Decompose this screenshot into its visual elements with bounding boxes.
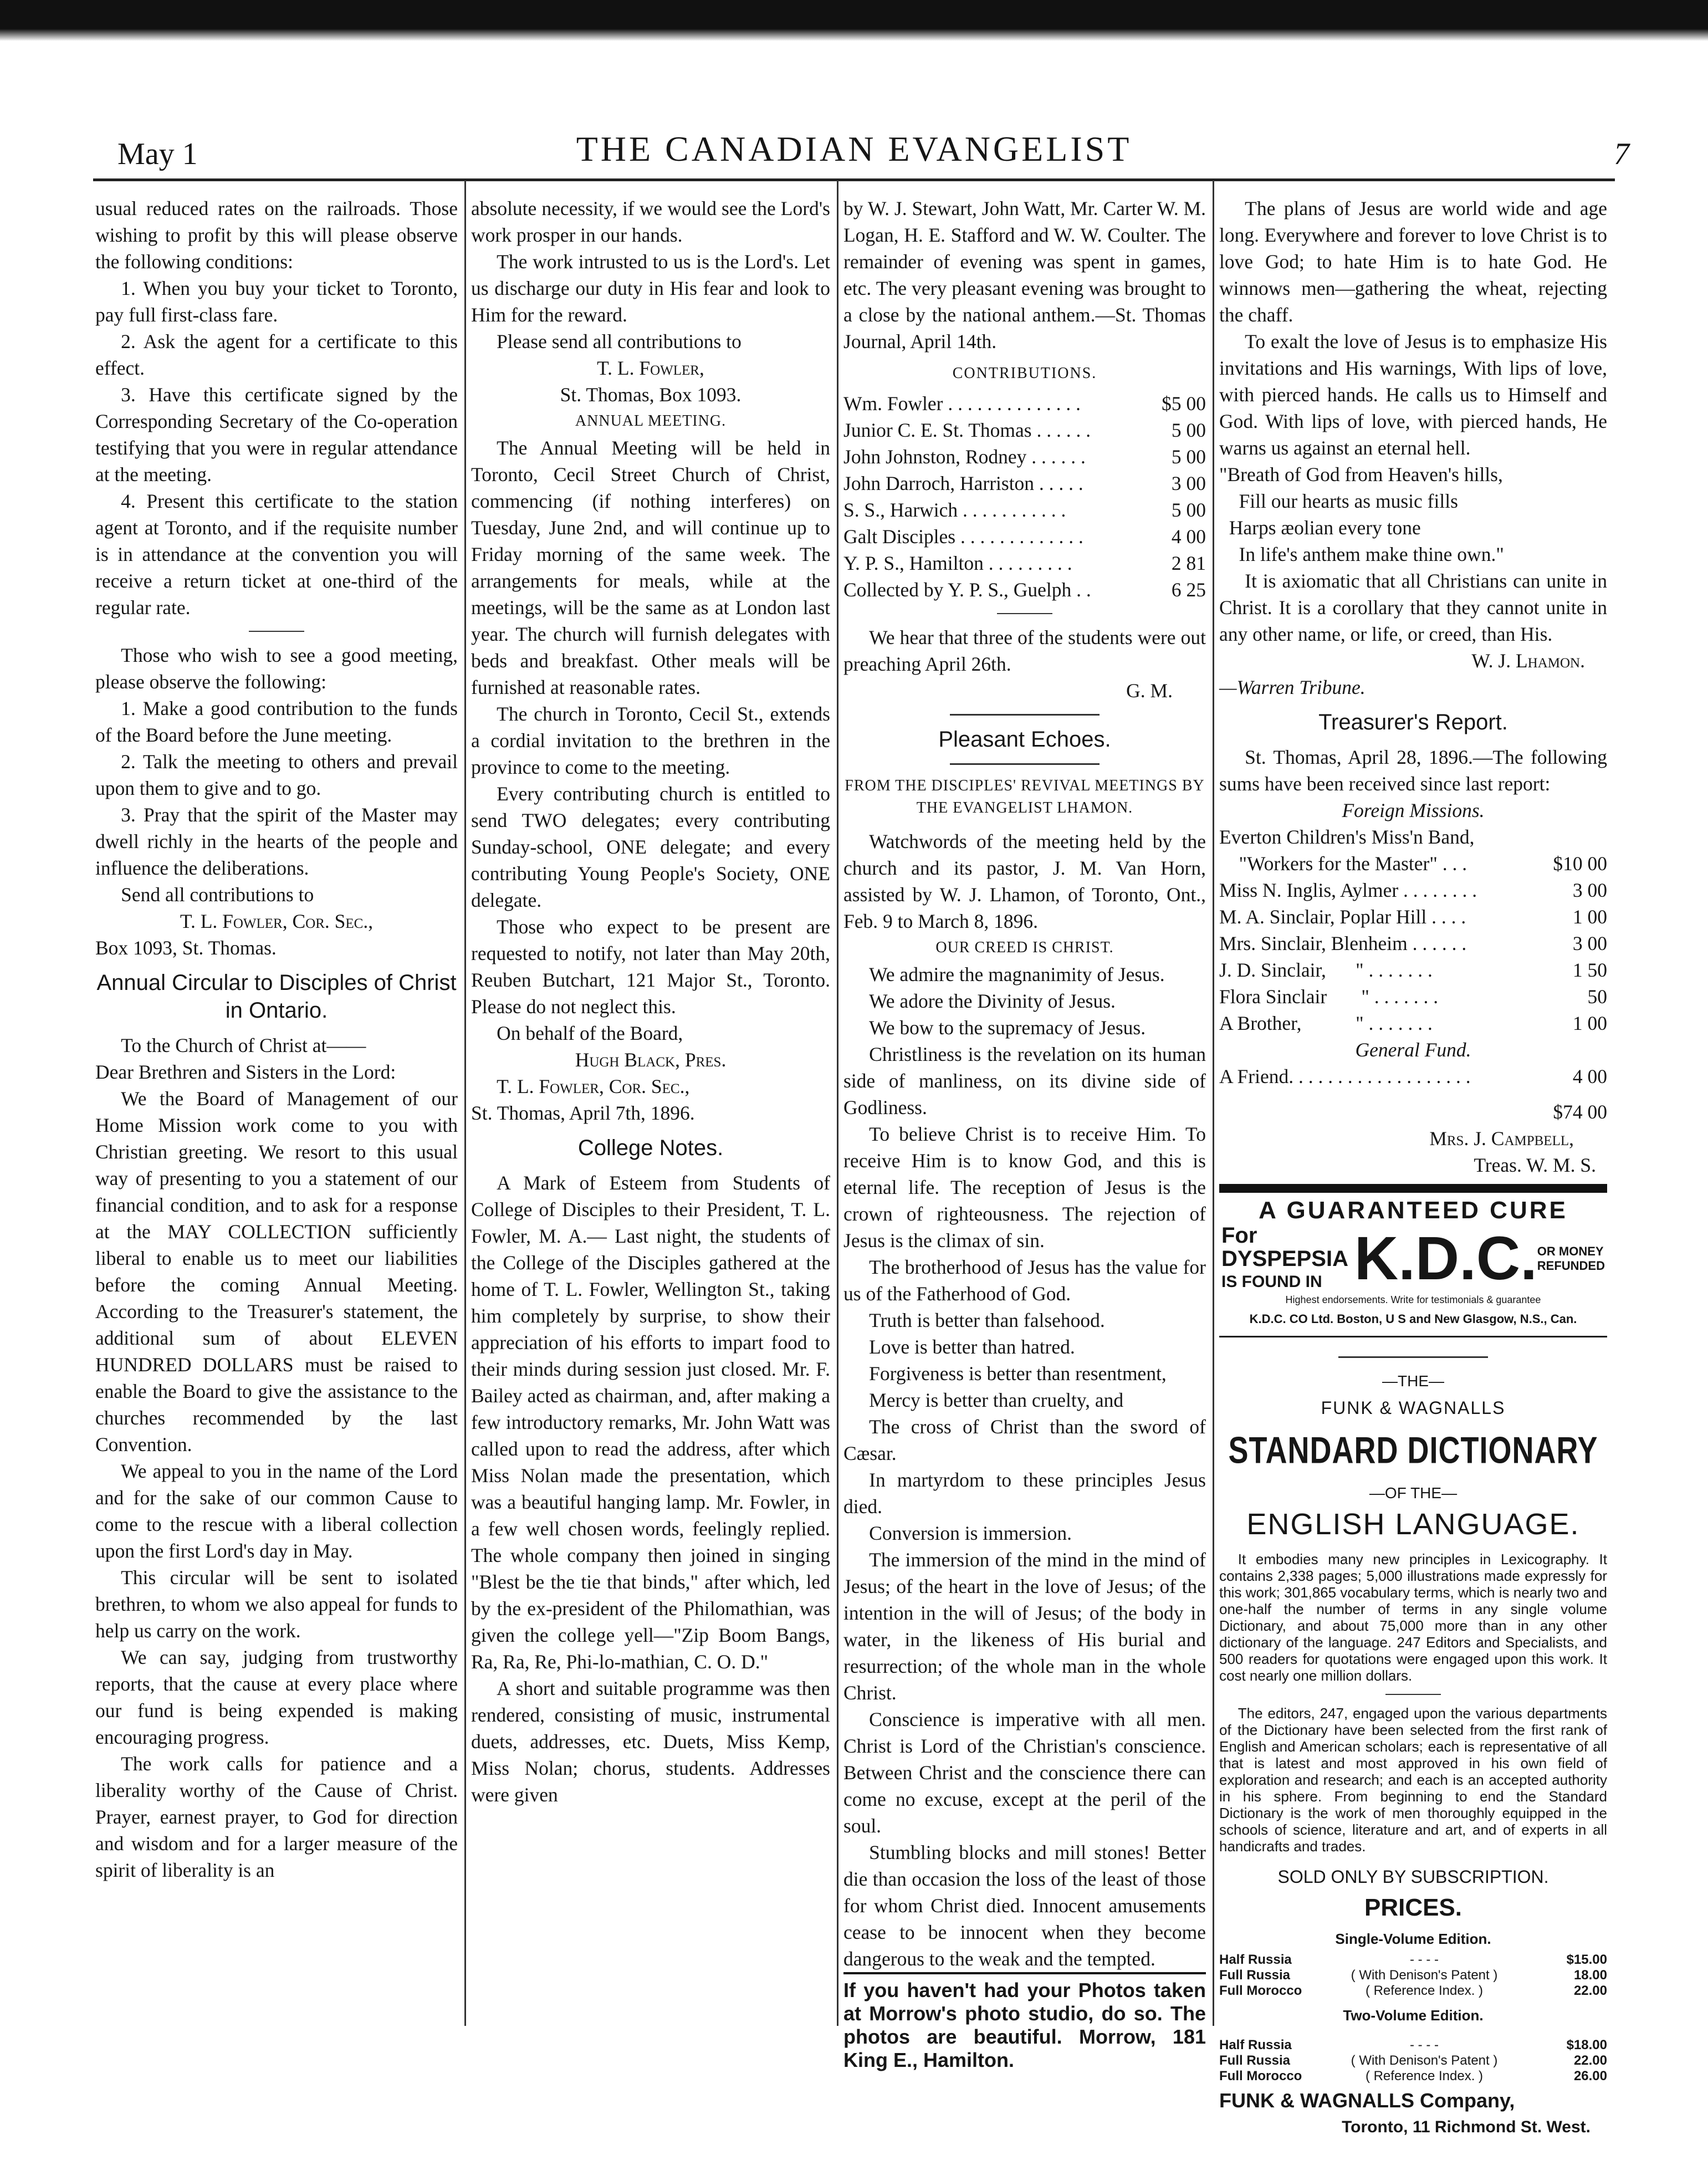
table-row: Collected by Y. P. S., Guelph . . 6 25 <box>843 579 1206 601</box>
price-row: Half Russia - - - - $18.00 <box>1219 2038 1607 2052</box>
table-row: M. A. Sinclair, Poplar Hill . . . . 1 00 <box>1219 906 1607 928</box>
paragraph: Mercy is better than cruelty, and <box>869 1389 1124 1411</box>
paragraph: Forgiveness is better than resentment, <box>869 1362 1167 1385</box>
subheading: FROM THE DISCIPLES' REVIVAL MEETINGS BY THE EVANGELIST LHAMON. <box>845 777 1205 816</box>
paragraph: Those who expect to be present are requested to notify, not later than May 20th, Reuben Butchart, 121 Major St., Toronto. Please do not neglect this. <box>471 916 830 1018</box>
poem <box>1219 461 1607 568</box>
masthead-title: THE CANADIAN EVANGELIST <box>576 129 1132 168</box>
paragraph: Stumbling blocks and mill stones! Better die than occasion the loss of the least of those for whom Christ died. Innocent amusements cease to be innocent when they become dangerous to the weak and the tempted. <box>843 1841 1206 1970</box>
paragraph: To believe Christ is to receive Him. To receive Him is to know God, and this is eternal life. The reception of Jesus is the crown of righteousness. The rejection of Jesus is the climax of sin. <box>843 1123 1206 1252</box>
paragraph: In martyrdom to these principles Jesus died. <box>843 1469 1206 1518</box>
paragraph: The plans of Jesus are world wide and age long. Everywhere and forever to love Christ is to love God; to hate Him is to hate God. He winnows men—gathering the wheat, rejecting the chaff. <box>1219 197 1607 326</box>
table-row: John Darroch, Harriston . . . . . 3 00 <box>843 472 1206 494</box>
paragraph: St. Thomas, April 28, 1896.—The following sums have been received since last report: <box>1219 746 1607 795</box>
paragraph: The immersion of the mind in the mind of Jesus; of the heart in the love of Jesus; of the intention in the will of Jesus; of the body in water, in the likeness of His burial and resurrection; of the whole man in the whole Christ. <box>843 1549 1206 1704</box>
kdc-logo: K.D.C. <box>1354 1224 1537 1293</box>
signature: Hugh Black, Pres. <box>575 1049 727 1071</box>
ad-text: K.D.C. CO Ltd. Boston, U S and New Glasgow, N.S., Can. <box>1249 1312 1577 1326</box>
poem-line: "Breath of God from Heaven's hills, <box>1219 463 1503 486</box>
paragraph: Please send all contributions to <box>497 330 742 353</box>
column-3 <box>843 195 1206 2071</box>
poem-line: Harps æolian every tone <box>1229 517 1421 539</box>
page-number: 7 <box>1614 137 1629 171</box>
photo-studio-ad: If you haven't had your Photos taken at Morrow's photo studio, do so. The photos are beautiful. Morrow, 181 King E., Hamilton. <box>843 1972 1206 2072</box>
list-item: 4. Present this certificate to the station agent at Toronto, and if the requisite number is in attendance at the convention you will receive a return ticket at one-third of the regular rate. <box>95 490 458 619</box>
table-row: Flora Sinclair " . . . . . . . 50 <box>1219 986 1607 1008</box>
ad-text: Highest endorsements. Write for testimonials & guarantee <box>1285 1294 1541 1305</box>
price-row: Full Russia ( With Denison's Patent ) 22.00 <box>1219 2053 1607 2068</box>
contributions-table <box>843 390 1206 603</box>
price-row: Full Morocco ( Reference Index. ) 22.00 <box>1219 1983 1607 1998</box>
table-row: J. D. Sinclair, " . . . . . . . 1 50 <box>1219 959 1607 981</box>
signature: Treas. W. M. S. <box>1474 1154 1596 1176</box>
table-row: A Friend. . . . . . . . . . . . . . . . . . . 4 00 <box>1219 1065 1607 1087</box>
ad-text: REFUNDED <box>1537 1259 1605 1273</box>
ad-publisher: FUNK & WAGNALLS <box>1321 1398 1506 1418</box>
signature: Mrs. J. Campbell, <box>1429 1127 1574 1150</box>
ad-address: Toronto, 11 Richmond St. West. <box>1342 2118 1591 2136</box>
paragraph: Truth is better than falsehood. <box>869 1309 1105 1331</box>
table-row: Wm. Fowler . . . . . . . . . . . . . . $5 00 <box>843 392 1206 415</box>
paragraph: We can say, judging from trustworthy reports, that the cause at every place where our fund is being expended is making encouraging progress. <box>95 1646 458 1748</box>
column-4 <box>1219 195 1607 2136</box>
scan-edge-bar <box>0 0 1708 29</box>
list-item: 3. Have this certificate signed by the Corresponding Secretary of the Co-operation testifying that you were in regular attendance at the meeting. <box>95 384 458 486</box>
ad-title: STANDARD DICTIONARY <box>1228 1429 1598 1472</box>
separator <box>249 631 304 632</box>
paragraph: usual reduced rates on the railroads. Those wishing to profit by this will please observe the following conditions: <box>95 197 458 273</box>
scan-edge-shadow <box>0 29 1708 41</box>
column-1 <box>95 195 458 2024</box>
column-rule <box>1213 180 1214 2026</box>
list-item: 1. When you buy your ticket to Toronto, pay full first-class fare. <box>95 277 458 326</box>
paragraph: It is axiomatic that all Christians can unite in Christ. It is a corollary that they cannot unite in any other name, or life, or creed, than His. <box>1219 570 1607 645</box>
paragraph: Send all contributions to <box>121 884 314 906</box>
ad-text: SOLD ONLY BY SUBSCRIPTION. <box>1277 1867 1549 1887</box>
paragraph: by W. J. Stewart, John Watt, Mr. Carter W. M. Logan, H. E. Stafford and W. W. Coulter. The remainder of evening was spent in games, etc. The very pleasant evening was brought to a close by the national anthem.—St. Thomas Journal, April 14th. <box>843 197 1206 353</box>
paragraph: We appeal to you in the name of the Lord and for the sake of our common Cause to come to the rescue with a liberal collection upon the first Lord's day in May. <box>95 1460 458 1562</box>
paragraph: The work intrusted to us is the Lord's. Let us discharge our duty in His fear and look to Him for the reward. <box>471 251 830 326</box>
subheading: OUR CREED IS CHRIST. <box>935 939 1114 956</box>
separator <box>950 714 1100 716</box>
table-row: A Brother, " . . . . . . . 1 00 <box>1219 1012 1607 1034</box>
price-row: Half Russia - - - - $15.00 <box>1219 1952 1607 1967</box>
page-date: May 1 <box>117 137 198 171</box>
ad-company: FUNK & WAGNALLS Company, <box>1219 2089 1515 2112</box>
paragraph: Christliness is the revelation on its human side of manliness, on its divine side of Godliness. <box>843 1043 1206 1119</box>
paragraph: The brotherhood of Jesus has the value for us of the Fatherhood of God. <box>843 1256 1206 1305</box>
paragraph: Every contributing church is entitled to send TWO delegates; every contributing Sunday-school, ONE delegate; and every contributing Young People's Society, ONE delegate. <box>471 783 830 911</box>
paragraph: We bow to the supremacy of Jesus. <box>869 1017 1146 1039</box>
paragraph: A Mark of Esteem from Students of College of Disciples to their President, T. L. Fowler, M. A.— Last night, the students of the College of the Disciples gathered at the home of T. L. Fowler, Wellington St., taking him completely by surprise, to show their appreciation of his efforts to impart food to their minds during session just closed. Mr. F. Bailey acted as chairman, and, after making a few introductory remarks, Mr. John Watt was called upon to read the address, after which Miss Nolan made the presentation, which was a beautiful hanging lamp. Mr. Fowler, in a few well chosen words, feelingly replied. The whole company then joined in singing "Blest be the tie that binds," after which, led by the ex-president of the Philomathian, was given the college yell—"Zip Boom Bangs, Ra, Ra, Re, Phi-lo-mathian, C. O. D." <box>471 1172 830 1673</box>
ad-text: —OF THE— <box>1369 1484 1458 1502</box>
kdc-advertisement <box>1219 1184 1607 1337</box>
total: $74 00 <box>1553 1101 1607 1123</box>
article-heading: Annual Circular to Disciples of Christ in Ontario. <box>96 971 457 1023</box>
ad-title: ENGLISH LANGUAGE. <box>1246 1508 1580 1541</box>
separator <box>1338 1356 1488 1358</box>
address: Box 1093, St. Thomas. <box>95 937 277 959</box>
paragraph: Conscience is imperative with all men. Christ is Lord of the Christian's conscience. Between Christ and the conscience there can come no excuse, except at the peril of the soul. <box>843 1708 1206 1837</box>
separator <box>950 763 1100 765</box>
list-item: 2. Talk the meeting to others and prevail upon them to give and to go. <box>95 750 458 799</box>
paragraph: We adore the Divinity of Jesus. <box>869 990 1116 1012</box>
column-2 <box>471 195 830 2024</box>
paragraph: We hear that three of the students were out preaching April 26th. <box>843 626 1206 675</box>
separator <box>1385 1694 1441 1695</box>
ad-text: Single-Volume Edition. <box>1335 1931 1491 1947</box>
paragraph: We the Board of Management of our Home Mission work come to you with Christian greeting. We resort to this usual way of presenting to you a statement of our financial condition, and to ask for a response at the MAY COLLECTION sufficiently liberal to enable us to meet our liabilities before the coming Annual Meeting. According to the Treasurer's statement, the additional sum of about ELEVEN HUNDRED DOLLARS must be raised to enable the Board to give the assistance to the churches recommended by the last Convention. <box>95 1087 458 1456</box>
signature: G. M. <box>1126 680 1173 702</box>
poem-line: Fill our hearts as music fills <box>1239 490 1458 512</box>
source: —Warren Tribune. <box>1219 676 1366 698</box>
list-item: 3. Pray that the spirit of the Master may dwell richly in the hearts of the people and influence the deliberations. <box>95 804 458 879</box>
table-row: Y. P. S., Hamilton . . . . . . . . . 2 81 <box>843 552 1206 574</box>
signature: T. L. Fowler, <box>597 357 704 379</box>
price-row: Full Morocco ( Reference Index. ) 26.00 <box>1219 2069 1607 2084</box>
paragraph: On behalf of the Board, <box>497 1022 683 1044</box>
paragraph: The cross of Christ than the sword of Cæsar. <box>843 1416 1206 1464</box>
signature: W. J. Lhamon. <box>1471 650 1585 672</box>
paragraph: Conversion is immersion. <box>869 1522 1072 1544</box>
table-row: Galt Disciples . . . . . . . . . . . . . 4 00 <box>843 525 1206 548</box>
table-heading: CONTRIBUTIONS. <box>952 365 1097 382</box>
ad-text: OR MONEY <box>1537 1244 1604 1258</box>
column-rule <box>464 180 466 2026</box>
ad-text: The editors, 247, engaged upon the various departments of the Dictionary have been selected from the first rank of English and American scholars; each is representative of all that is latest and most approved in his own field of exploration and research; and each is an accepted authority in his sphere. From beginning to end the Standard Dictionary is the work of men thoroughly equipped in the schools of science, literature and art, and of experts in all handicrafts and trades. <box>1219 1705 1607 1855</box>
paragraph: The Annual Meeting will be held in Toronto, Cecil Street Church of Christ, commencing (if nothing interferes) on Tuesday, June 2nd, and will continue up to Friday morning of the same week. The arrangements for meals, while at the meetings, will be the same as at London last year. The church will furnish delegates with beds and breakfast. Other meals will be furnished at reasonable rates. <box>471 437 830 698</box>
article-heading: College Notes. <box>577 1136 724 1160</box>
column-rule <box>837 180 838 2026</box>
subheading: General Fund. <box>1355 1039 1471 1061</box>
paragraph: Watchwords of the meeting held by the church and its pastor, J. M. Van Horn, assisted by W. J. Lhamon, of Toronto, Ont., Feb. 9 to March 8, 1896. <box>843 830 1206 932</box>
paragraph: The church in Toronto, Cecil St., extends a cordial invitation to the brethren in the province to come to the meeting. <box>471 703 830 778</box>
paragraph: This circular will be sent to isolated brethren, to whom we also appeal for funds to help us carry on the work. <box>95 1566 458 1642</box>
table-row: Everton Children's Miss'n Band, <box>1219 826 1475 848</box>
address: St. Thomas, Box 1093. <box>560 384 742 406</box>
table-row: S. S., Harwich . . . . . . . . . . . 5 00 <box>843 499 1206 521</box>
paragraph: The work calls for patience and a liberality worthy of the Cause of Christ. Prayer, earnest prayer, to God for direction and wisdom and for a larger measure of the spirit of liberality is an <box>95 1753 458 1881</box>
subheading: Foreign Missions. <box>1342 799 1485 821</box>
salutation: Dear Brethren and Sisters in the Lord: <box>95 1061 396 1083</box>
list-item: 1. Make a good contribution to the funds of the Board before the June meeting. <box>95 697 458 746</box>
signature: T. L. Fowler, Cor. Sec., <box>497 1075 690 1097</box>
article-heading: Pleasant Echoes. <box>938 727 1111 752</box>
ad-text: Two-Volume Edition. <box>1343 2007 1484 2024</box>
table-row: "Workers for the Master" . . . $10 00 <box>1239 852 1607 875</box>
subheading: ANNUAL MEETING. <box>575 412 727 430</box>
signature: T. L. Fowler, Cor. Sec., <box>180 910 374 932</box>
ad-text: IS FOUND IN <box>1221 1273 1322 1291</box>
table-row: Miss N. Inglis, Aylmer . . . . . . . . 3 00 <box>1219 879 1607 901</box>
paragraph: To exalt the love of Jesus is to emphasize His invitations and His warnings, With lips of love, with pierced hands. He calls us to Himself and God. With lips of love, with pierced hands, He warns us against an eternal hell. <box>1219 330 1607 459</box>
paragraph: A short and suitable programme was then rendered, consisting of music, instrumental duets, addresses, etc. Duets, Miss Kemp, Miss Nolan; chorus, students. Addresses were given <box>471 1677 830 1806</box>
ad-text: For DYSPEPSIA <box>1221 1223 1348 1271</box>
table-row: John Johnston, Rodney . . . . . . 5 00 <box>843 446 1206 468</box>
header-rule <box>93 178 1615 181</box>
table-row: Junior C. E. St. Thomas . . . . . . 5 00 <box>843 419 1206 441</box>
list-item: 2. Ask the agent for a certificate to this effect. <box>95 330 458 379</box>
paragraph: absolute necessity, if we would see the Lord's work prosper in our hands. <box>471 197 830 246</box>
poem-line: In life's anthem make thine own." <box>1239 543 1504 565</box>
separator <box>997 613 1052 614</box>
article-heading: Treasurer's Report. <box>1318 710 1508 734</box>
treasurer-table <box>1219 824 1607 1036</box>
price-row: Full Russia ( With Denison's Patent ) 18.00 <box>1219 1968 1607 1983</box>
paragraph: Love is better than hatred. <box>869 1336 1075 1358</box>
ad-title: A GUARANTEED CURE <box>1259 1197 1568 1224</box>
dictionary-advertisement <box>1219 1368 1607 2141</box>
paragraph: We admire the magnanimity of Jesus. <box>869 963 1165 986</box>
ad-heading: PRICES. <box>1364 1894 1462 1921</box>
ad-text: —THE— <box>1382 1372 1444 1390</box>
salutation: To the Church of Christ at—— <box>121 1034 366 1056</box>
paragraph: Those who wish to see a good meeting, please observe the following: <box>95 644 458 693</box>
dateline: St. Thomas, April 7th, 1896. <box>471 1102 695 1124</box>
ad-text: It embodies many new principles in Lexicography. It contains 2,338 pages; 5,000 illustrations made expressly for this work; 301,865 vocabulary terms, which is nearly two and one-half the number of terms in any single volume Dictionary, and about 75,000 more than in any other dictionary of the language. 247 Editors and Specialists, and 500 readers for quotations were engaged upon this work. It cost nearly one million dollars. <box>1219 1551 1607 1684</box>
table-row: Mrs. Sinclair, Blenheim . . . . . . 3 00 <box>1219 932 1607 954</box>
